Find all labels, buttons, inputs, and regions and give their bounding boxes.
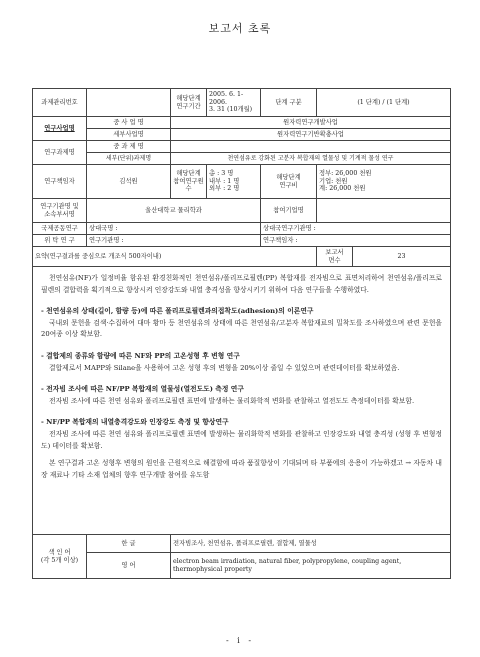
researchers-counts (207, 165, 261, 199)
row-summary-header (33, 247, 451, 267)
project-no-label: 과제관리번호 (33, 89, 87, 117)
row-task-sub (33, 153, 451, 165)
page-title: 보고서 초록 (208, 22, 272, 35)
task-label: 연구과제명 (33, 141, 87, 165)
period-value: 2005. 6. 1- 2006. 3. 31 (10개월) (207, 89, 261, 117)
cost-values (317, 165, 451, 199)
stage-value: (1 단계) / (1 단계) (317, 89, 451, 117)
report-abstract-form (32, 88, 450, 579)
cost-label: 해당단계 연구비 (261, 165, 317, 199)
task-main-label: 중 과 제 명 (87, 141, 171, 153)
company-value (317, 199, 451, 223)
pi-name: 김석원 (87, 165, 171, 199)
section-4-text: 전자빔 조사에 따른 천연 섬유와 폴리프로필렌 표면에 발생하는 물리화학적 변화를 관찰하고 인장강도와 내열 충격성 (성형 후 변형정도) 데이터를 확보함. (41, 429, 442, 450)
row-keywords-ko (33, 535, 451, 553)
pi-label: 연구책임자 (33, 165, 87, 199)
period-label: 해당단계 연구기간 (171, 89, 207, 117)
researchers-internal: 내부 : 1 명 (209, 177, 240, 185)
row-program-sub (33, 129, 451, 141)
program-sub-value: 원자력연구기반확충사업 (171, 129, 451, 141)
project-no-value (87, 89, 171, 117)
summary-label: 요약(연구결과를 중심으로 개조식 500자이내) (33, 247, 317, 267)
section-4-title: - NF/PP 복합재의 내열충격강도와 인장강도 측정 및 향상연구 (41, 418, 229, 427)
stage-label: 단계 구분 (261, 89, 317, 117)
program-sub-label: 세부사업명 (87, 129, 171, 141)
section-3-text: 전자빔 조사에 따른 천연 섬유와 폴리프로필렌 표면에 발생하는 물리화학적 변화를 관찰하고 열전도도 측정데이터를 확보함. (49, 396, 415, 405)
summary-conclusion: 본 연구결과 고온 성형후 변형의 원인을 근원적으로 해결함에 따라 품질향상이 기대되며 타 부품에의 응용이 가능하겠고 → 자동차 내장 재료나 기타 소재 업체의 향후 연구개발 참여를 유도함 (41, 459, 442, 479)
company-label: 참여기업명 (261, 199, 317, 223)
program-main-value: 원자력연구개발사업 (171, 117, 451, 129)
pages-label: 보고서 면수 (317, 247, 353, 267)
page-number: - i - (225, 636, 255, 645)
row-org (33, 199, 451, 223)
program-main-label: 중 사 업 명 (87, 117, 171, 129)
researchers-external: 외부 : 2 명 (209, 185, 240, 193)
kw-ko-value: 전자빔조사, 천연섬유, 폴리프로필렌, 결합제, 열물성 (171, 535, 451, 553)
row-intl (33, 223, 451, 235)
section-2-title: - 결합제의 종류와 함량에 따른 NF와 PP의 고온성형 후 변형 연구 (41, 351, 240, 360)
kw-en-label: 영 어 (87, 553, 171, 579)
researchers-total: 총 : 3 명 (209, 169, 234, 177)
kw-ko-label: 한 글 (87, 535, 171, 553)
task-sub-label: 세부(단위)과제명 (87, 153, 171, 165)
consign-label: 위 탁 연 구 (33, 235, 87, 247)
abstract-table (32, 88, 451, 579)
researchers-label: 해당단계 참여연구원수 (171, 165, 207, 199)
task-main-value (171, 141, 451, 153)
intl-org: 상대국연구기관명 : (261, 223, 451, 235)
org-label: 연구기관명 및 소속부서명 (33, 199, 87, 223)
row-consign (33, 235, 451, 247)
section-3-title: - 전자빔 조사에 따른 NF/PP 복합재의 열물성(열전도도) 측정 연구 (41, 385, 244, 394)
section-1-text: 국내외 문헌을 검색·수집하여 대마 황마 등 천연섬유의 상태에 따른 천연섬유/고분자 복합재료의 밀착도를 조사하였으며 관련 문헌을 20여종 이상 확보함. (41, 318, 442, 339)
row-program-main (33, 117, 451, 129)
section-2-text: 결합제로서 MAPP와 Silane을 사용하여 고온 성형 후의 변형을 20%이상 줄일 수 있었으며 관련데이터를 확보하였음. (49, 363, 400, 372)
row-project-period (33, 89, 451, 117)
row-task-main (33, 141, 451, 153)
task-sub-value: 천연섬유로 강화된 고분자 복합재의 열물성 및 기계적 물성 연구 (171, 153, 451, 165)
cost-gov: 정부: 26,000 천원 (319, 169, 372, 177)
cost-company: 기업: 천원 (319, 177, 348, 185)
summary-intro: 천연섬유(NF)가 일정비율 함유된 환경친화적인 천연섬유/폴리프로필렌(PP) 복합재를 전자빔으로 표면처리하여 천연섬유/폴리프로필렌의 결합력을 획기적으로 향상시켜 인장강도와 내열 충격성을 향상시키기 위하여 다음 연구들을 수행하였다. (41, 274, 442, 294)
cost-total: 계: 26,000 천원 (319, 185, 366, 193)
section-1-title: - 천연섬유의 상태(길이, 함량 등)에 따른 폴리프로필렌과의접착도(adhesion)의 이론연구 (41, 307, 314, 316)
consign-pi: 연구책임자 : (261, 235, 451, 247)
keywords-label: 색 인 어 (각 5개 이상) (33, 535, 87, 579)
org-value: 울산대학교 물리학과 (87, 199, 261, 223)
summary-body (33, 267, 451, 535)
pages-value: 23 (353, 247, 451, 267)
intl-label: 국제공동연구 (33, 223, 87, 235)
consign-org: 연구기관명 : (87, 235, 261, 247)
row-pi (33, 165, 451, 199)
program-label: 연구사업명 (33, 117, 87, 141)
row-keywords-en (33, 553, 451, 579)
kw-en-value: electron beam irradiation, natural fiber, polypropylene, coupling agent, thermophysical property (171, 553, 451, 579)
intl-partner: 상대국명 : (87, 223, 261, 235)
row-summary-body (33, 267, 451, 535)
